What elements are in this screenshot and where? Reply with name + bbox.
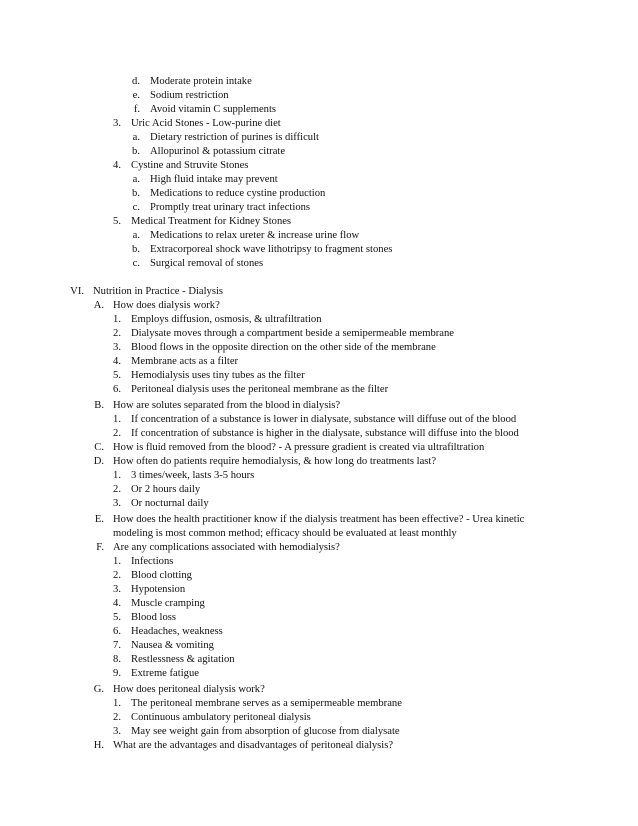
list-marker: 3. bbox=[113, 726, 121, 737]
question-marker: C. bbox=[94, 442, 104, 453]
list-text: 3 times/week, lasts 3-5 hours bbox=[131, 470, 255, 481]
list-text: Hypotension bbox=[131, 584, 186, 595]
list-marker: d. bbox=[132, 76, 140, 87]
list-marker: a. bbox=[132, 174, 140, 185]
list-marker: e. bbox=[132, 90, 140, 101]
list-marker: 1. bbox=[113, 314, 121, 325]
list-text: Continuous ambulatory peritoneal dialysis bbox=[131, 712, 311, 723]
question-text: modeling is most common method; efficacy should be evaluated at least monthly bbox=[113, 528, 457, 539]
list-text: May see weight gain from absorption of glucose from dialysate bbox=[131, 726, 400, 737]
list-marker: 1. bbox=[113, 556, 121, 567]
list-marker: 9. bbox=[113, 668, 121, 679]
list-text: Promptly treat urinary tract infections bbox=[150, 202, 311, 213]
list-marker: 5. bbox=[113, 370, 121, 381]
list-marker: 5. bbox=[113, 612, 121, 623]
list-marker: 4. bbox=[113, 356, 121, 367]
list-marker: 1. bbox=[113, 470, 121, 481]
question-marker: E. bbox=[94, 514, 104, 525]
list-marker: 1. bbox=[113, 698, 121, 709]
list-text: Peritoneal dialysis uses the peritoneal membrane as the filter bbox=[131, 384, 389, 395]
list-text: Or nocturnal daily bbox=[131, 498, 209, 509]
list-marker: 3. bbox=[113, 498, 121, 509]
list-text: Or 2 hours daily bbox=[131, 484, 201, 495]
list-marker: 2. bbox=[113, 428, 121, 439]
list-text: Blood flows in the opposite direction on the other side of the membrane bbox=[131, 342, 436, 353]
list-text: Uric Acid Stones - Low-purine diet bbox=[131, 118, 281, 129]
question-marker: B. bbox=[94, 400, 104, 411]
list-marker: 3. bbox=[113, 118, 121, 129]
question-marker: D. bbox=[93, 456, 104, 467]
list-text: Muscle cramping bbox=[131, 598, 205, 609]
list-text: If concentration of a substance is lower in dialysate, substance will diffuse out of the blood bbox=[131, 414, 517, 425]
list-text: Blood loss bbox=[131, 612, 177, 623]
list-marker: b. bbox=[132, 244, 140, 255]
list-text: Extracorporeal shock wave lithotripsy to fragment stones bbox=[150, 244, 393, 255]
list-marker: a. bbox=[132, 230, 140, 241]
list-text: Hemodialysis uses tiny tubes as the filter bbox=[131, 370, 305, 381]
question-marker: A. bbox=[93, 300, 104, 311]
list-text: Medications to reduce cystine production bbox=[150, 188, 326, 199]
question-text: How are solutes separated from the blood in dialysis? bbox=[113, 400, 341, 411]
list-text: Allopurinol & potassium citrate bbox=[150, 146, 286, 157]
question-text: How often do patients require hemodialysis, & how long do treatments last? bbox=[113, 456, 437, 467]
list-marker: b. bbox=[132, 146, 140, 157]
list-text: Medications to relax ureter & increase urine flow bbox=[150, 230, 360, 241]
question-text: How does the health practitioner know if the dialysis treatment has been effective? - Urea kinetic bbox=[113, 514, 525, 525]
list-text: Dialysate moves through a compartment beside a semipermeable membrane bbox=[131, 328, 454, 339]
list-marker: b. bbox=[132, 188, 140, 199]
list-text: The peritoneal membrane serves as a semipermeable membrane bbox=[131, 698, 402, 709]
list-text: Sodium restriction bbox=[150, 90, 229, 101]
question-text: How is fluid removed from the blood? - A pressure gradient is created via ultrafiltration bbox=[113, 442, 485, 453]
list-marker: a. bbox=[132, 132, 140, 143]
list-text: Cystine and Struvite Stones bbox=[131, 160, 249, 171]
section-marker: VI. bbox=[70, 286, 84, 297]
question-text: Are any complications associated with hemodialysis? bbox=[113, 542, 340, 553]
list-marker: 2. bbox=[113, 570, 121, 581]
list-text: If concentration of substance is higher in the dialysate, substance will diffuse into the blood bbox=[131, 428, 519, 439]
question-marker: F. bbox=[96, 542, 104, 553]
list-marker: 3. bbox=[113, 342, 121, 353]
list-marker: 2. bbox=[113, 712, 121, 723]
list-marker: c. bbox=[132, 202, 140, 213]
question-text: What are the advantages and disadvantages of peritoneal dialysis? bbox=[113, 740, 394, 751]
list-text: Blood clotting bbox=[131, 570, 192, 581]
list-marker: 4. bbox=[113, 598, 121, 609]
list-text: Surgical removal of stones bbox=[150, 258, 264, 269]
list-marker: 5. bbox=[113, 216, 121, 227]
list-text: High fluid intake may prevent bbox=[150, 174, 278, 185]
list-marker: 3. bbox=[113, 584, 121, 595]
list-marker: 2. bbox=[113, 328, 121, 339]
list-text: Avoid vitamin C supplements bbox=[150, 104, 277, 115]
list-text: Restlessness & agitation bbox=[131, 654, 235, 665]
list-text: Membrane acts as a filter bbox=[131, 356, 239, 367]
question-text: How does dialysis work? bbox=[113, 300, 220, 311]
list-marker: 2. bbox=[113, 484, 121, 495]
section-title: Nutrition in Practice - Dialysis bbox=[93, 286, 224, 297]
list-marker: 8. bbox=[113, 654, 121, 665]
list-text: Moderate protein intake bbox=[150, 76, 252, 87]
list-marker: 6. bbox=[113, 384, 121, 395]
list-marker: 6. bbox=[113, 626, 121, 637]
list-text: Headaches, weakness bbox=[131, 626, 223, 637]
question-marker: G. bbox=[93, 684, 104, 695]
list-text: Extreme fatigue bbox=[131, 668, 199, 679]
list-marker: f. bbox=[133, 104, 140, 115]
list-text: Nausea & vomiting bbox=[131, 640, 214, 651]
list-text: Dietary restriction of purines is difficult bbox=[150, 132, 319, 143]
list-marker: 7. bbox=[113, 640, 121, 651]
question-marker: H. bbox=[93, 740, 104, 751]
list-text: Employs diffusion, osmosis, & ultrafiltration bbox=[131, 314, 322, 325]
list-marker: 1. bbox=[113, 414, 121, 425]
list-marker: c. bbox=[132, 258, 140, 269]
list-text: Infections bbox=[131, 556, 174, 567]
question-text: How does peritoneal dialysis work? bbox=[113, 684, 265, 695]
list-marker: 4. bbox=[113, 160, 121, 171]
list-text: Medical Treatment for Kidney Stones bbox=[131, 216, 292, 227]
